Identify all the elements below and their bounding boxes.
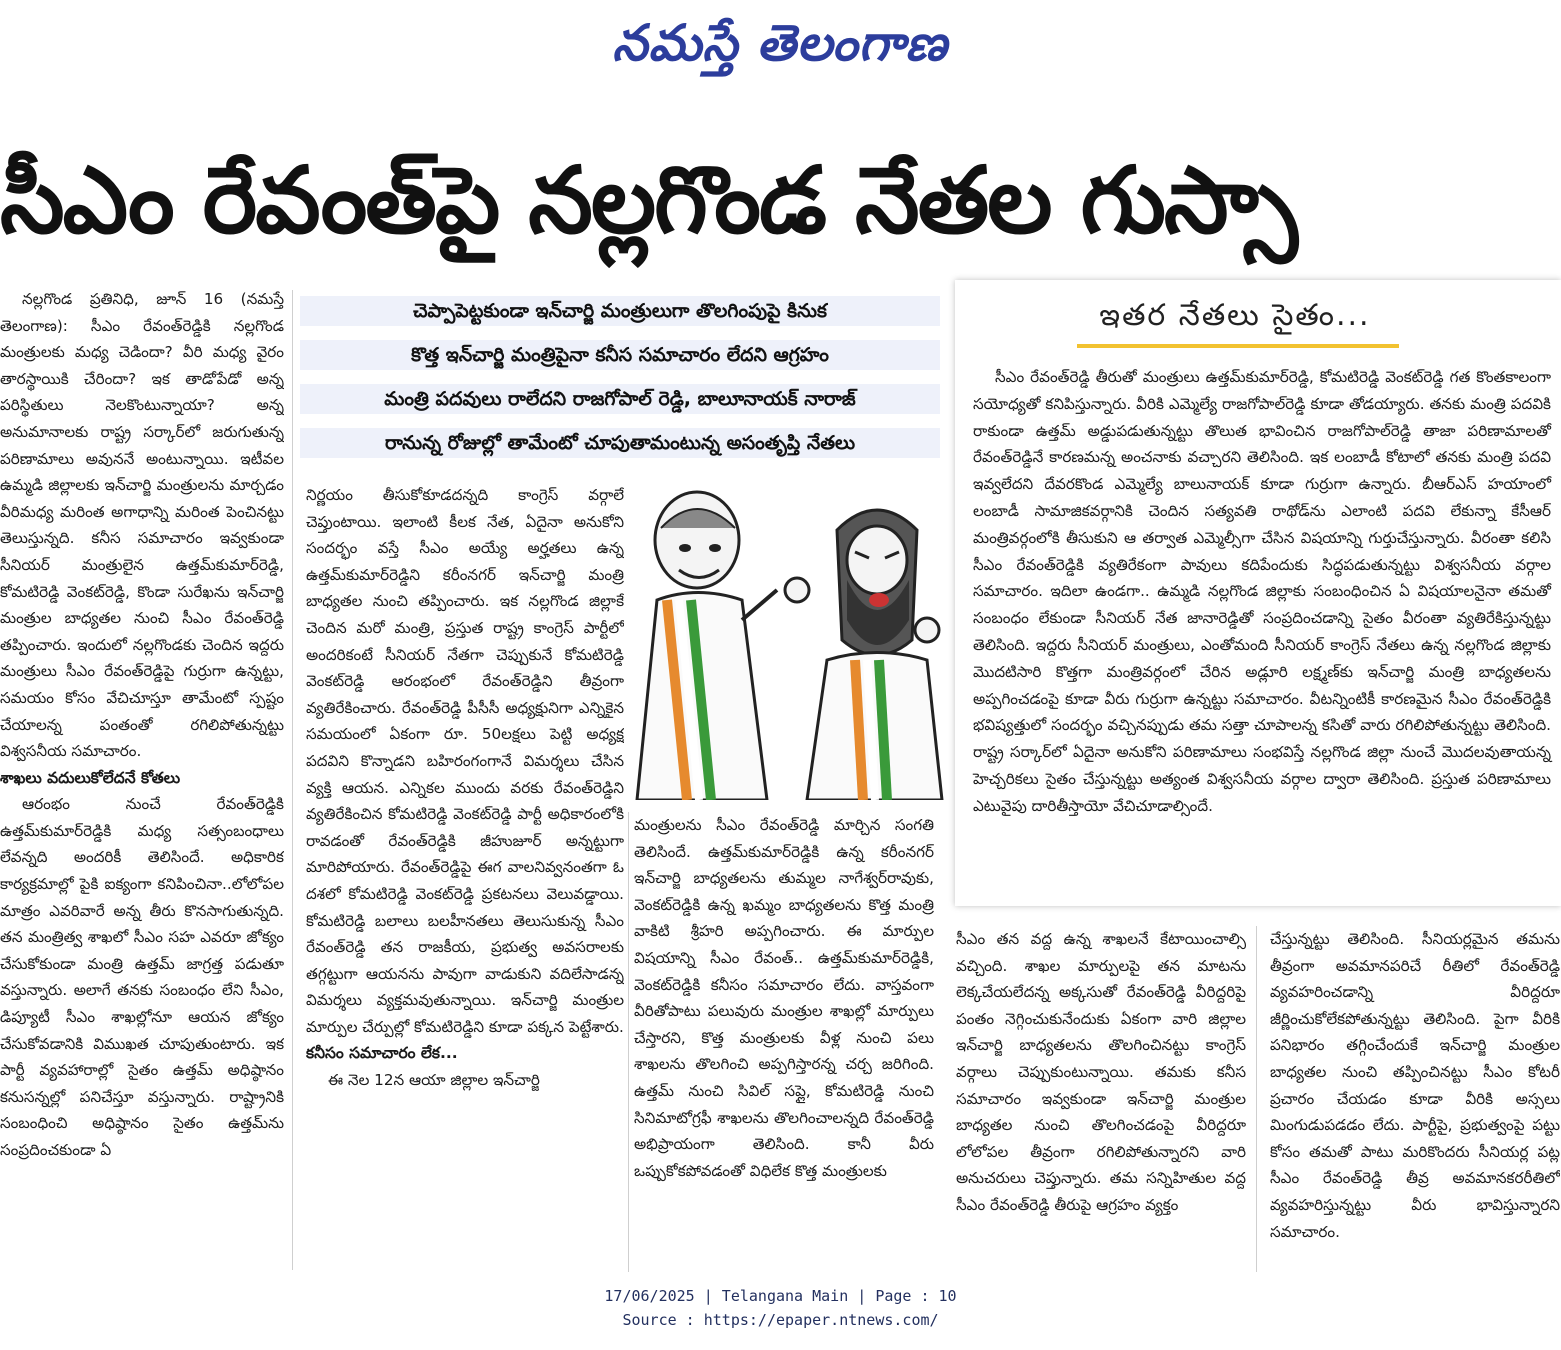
deck-line-2: కొత్త ఇన్‌చార్జి మంత్రిపైనా కనీస సమాచారం లేదని ఆగ్రహం [300, 340, 940, 370]
sidebar-title: ఇతర నేతలు సైతం... [1099, 298, 1371, 333]
column-divider [292, 290, 293, 1270]
article-column-2 [306, 482, 624, 1272]
deck-line-4: రానున్న రోజుల్లో తామేంటో చూపుతామంటున్న అసంతృప్తి నేతలు [300, 428, 940, 458]
sidebar-text: సీఎం రేవంత్‌రెడ్డి తీరుతో మంత్రులు ఉత్తమ్‌కుమార్‌రెడ్డి, కోమటిరెడ్డి వెంకట్‌రెడ్డి గత కొంతకాలంగా సయోధ్యతో కనిపిస్తున్నారు. వీరికి ఎమ్మెల్యే రాజగోపాల్‌రెడ్డి కూడా తోడయ్యారు. తనకు మంత్రి పదవికి రాకుండా ఉత్తమ్ అడ్డుపడుతున్నట్టు తొలుత భావించిన రాజగోపాల్‌రెడ్డి తాజా పరిణామాలతో రేవంత్‌రెడ్డినే కారణమన్న అంచనాకు వచ్చారని తెలిసింది. ఇక లంబాడీ కోటాలో తనకు మంత్రి పదవి ఇవ్వలేదని దేవరకొండ ఎమ్మెల్యే బాలునాయక్ కూడా గుర్రుగా ఉన్నారు. బీఆర్‌ఎస్ హయాంలో లంబాడీ సామాజికవర్గానికి చెందిన సత్యవతి రాథోడ్‌ను ఎలాంటి పదవి లేకున్నా కేసీఆర్ మంత్రివర్గంలోకి తీసుకుని ఆ తర్వాత ఎమ్మెల్సీగా చేసిన విషయాన్ని గుర్తుచేస్తున్నారు. వీరంతా కలిసి సీఎం రేవంత్‌రెడ్డికి వ్యతిరేకంగా పావులు కదిపేందుకు సిద్ధపడుతున్నట్టు విశ్వసనీయ వర్గాల సమాచారం. ఇదిలా ఉండగా.. ఉమ్మడి నల్లగొండ జిల్లాకు సంబంధించిన ఏ విషయాలనైనా తమతో సంబంధం లేకుండా సీనియర్ నేత జానారెడ్డితో సంప్రదించడాన్ని సైతం వీరంతా వ్యతిరేకిస్తున్నట్టు తెలిసింది. ఇద్దరు సీనియర్ మంత్రులు, ఎంతోమంది సీనియర్ కాంగ్రెస్ నేతలు ఉన్న నల్లగొండ జిల్లాకు మొదటిసారి కొత్తగా మంత్రివర్గంలో చేరిన అడ్లూరి లక్ష్మణ్‌కు ఇన్‌చార్జి మంత్రి బాధ్యతలను అప్పగించడంపై కూడా వీరు గుర్రుగా ఉన్నట్టు సమాచారం. వీటన్నింటికీ కారణమైన సీఎం రేవంత్‌రెడ్డికి భవిష్యత్తులో సందర్భం వచ్చినప్పుడు తమ సత్తా చూపాలన్న కసితో వారు రగిలిపోతున్నట్టు తెలిసింది. రాష్ట్ర సర్కార్‌లో ఏదైనా అనుకోని పరిణామాలు సంభవిస్తే నల్లగొండ జిల్లా నుంచే మొదలవుతాయన్న హెచ్చరికలు సైతం చేస్తున్నట్టు అత్యంత విశ్వసనీయ వర్గాల ద్వారా తెలిసింది. ప్రస్తుత పరిణామాలు ఎటువైపు దారితీస్తాయో వేచిచూడాల్సిందే. [973, 368, 1551, 815]
column1-subhead: శాఖలు వదులుకోలేదనే కోతలు [0, 768, 181, 787]
column2-para2: ఈ నెల 12న ఆయా జిల్లాల ఇన్‌చార్జి [328, 1071, 540, 1090]
article-column-5 [1270, 926, 1560, 1272]
article-column-3 [634, 812, 934, 1272]
deck-line-1: చెప్పాపెట్టకుండా ఇన్‌చార్జి మంత్రులుగా తొలగింపుపై కినుక [300, 296, 940, 326]
masthead-logo: నమస్తే తెలంగాణ [612, 14, 948, 72]
column1-para2: ఆరంభం నుంచే రేవంత్‌రెడ్డికి ఉత్తమ్‌కుమార్‌రెడ్డికి మధ్య సత్సంబంధాలు లేవన్నది అందరికీ తెలిసిందే. అధికారిక కార్యక్రమాల్లో పైకి ఐక్యంగా కనిపించినా..లోలోపల మాత్రం ఎవరివారే అన్న తీరు కొనసాగుతున్నది. తన మంత్రిత్వ శాఖలో సీఎం సహ ఎవరూ జోక్యం చేసుకోకుండా మంత్రి ఉత్తమ్ జాగ్రత్త పడుతూ వస్తున్నారు. అలాగే తనకు సంబంధం లేని సీఎం, డిప్యూటీ సీఎం శాఖల్లోనూ ఆయన జోక్యం చేసుకోవడానికి విముఖత చూపుతుంటారు. ఇక పార్టీ వ్యవహారాల్లో సైతం ఉత్తమ్ అధిష్ఠానం కనుసన్నల్లో పనిచేస్తూ వస్తున్నారు. రాష్ట్రానికి సంబంధించి అధిష్ఠానం సైతం ఉత్తమ్‌ను సంప్రదించకుండా ఏ [0, 795, 284, 1159]
column2-subhead: కనీసం సమాచారం లేక... [306, 1044, 458, 1063]
column-divider [1256, 926, 1257, 1272]
deck-line-3: మంత్రి పదవులు రాలేదని రాజగోపాల్ రెడ్డి, బాలూనాయక్ నారాజ్ [300, 384, 940, 414]
footer-source: Source : https://epaper.ntnews.com/ [622, 1311, 939, 1329]
headline: సీఎం రేవంత్‌పై నల్లగొండ నేతల గుస్సా [0, 147, 1296, 254]
article-column-1 [0, 286, 284, 1270]
column4-para1: సీఎం తన వద్ద ఉన్న శాఖలనే కేటాయించాల్సి వచ్చింది. శాఖల మార్పులపై తన మాటను లెక్కచేయలేదన్న అక్కసుతో రేవంత్‌రెడ్డి వీరిద్దరిపై పంతం నెగ్గించుకునేందుకు ఏకంగా వారి జిల్లాల ఇన్‌చార్జి బాధ్యతలను తొలగించినట్టు కాంగ్రెస్ వర్గాలు చెప్పుకుంటున్నాయి. తమకు కనీస సమాచారం ఇవ్వకుండా ఇన్‌చార్జి మంత్రుల బాధ్యతల నుంచి తొలగించడంపై వీరిద్దరూ లోలోపల తీవ్రంగా రగిలిపోతున్నారని వారి అనుచరులు చెప్తున్నారు. తమ సన్నిహితుల వద్ద సీఎం రేవంత్‌రెడ్డి తీరుపై ఆగ్రహం వ్యక్తం [956, 930, 1246, 1214]
column1-para1: నల్లగొండ ప్రతినిధి, జూన్ 16 (నమస్తే తెలంగాణ): సీఎం రేవంత్‌రెడ్డికి నల్లగొండ మంత్రులకు మధ్య చెడిందా? వీరి మధ్య వైరం తారస్థాయికి చేరిందా? ఇక తాడోపేడో అన్న పరిస్థితులు నెలకొంటున్నాయా? అన్న అనుమానాలకు రాష్ట్ర సర్కార్‌లో జరుగుతున్న పరిణామాలు అవుననే అంటున్నాయి. ఇటీవల ఉమ్మడి జిల్లాలకు ఇన్‌చార్జి మంత్రులను మార్చడం వీరిమధ్య మరింత అగాధాన్ని మరింత పెంచినట్టు తెలుస్తున్నది. కనీస సమాచారం ఇవ్వకుండా సీనియర్ మంత్రులైన ఉత్తమ్‌కుమార్‌రెడ్డి, కోమటిరెడ్డి వెంకట్‌రెడ్డి, కొండా సురేఖను ఇన్‌చార్జి మంత్రుల బాధ్యతల నుంచి సీఎం రేవంత్‌రెడ్డి తప్పించారు. ఇందులో నల్లగొండకు చెందిన ఇద్దరు మంత్రులు సీఎం రేవంత్‌రెడ్డిపై గుర్రుగా ఉన్నట్టు, సమయం కోసం వేచిచూస్తూ తామేంటో స్పష్టం చేయాలన్న పంతంతో రగిలిపోతున్నట్టు విశ్వసనీయ సమాచారం. [0, 290, 284, 761]
article-column-4 [956, 926, 1246, 1272]
footer-date-page: 17/06/2025 | Telangana Main | Page : 10 [604, 1287, 957, 1305]
sidebar-box [955, 280, 1561, 906]
deck-lines [300, 296, 940, 472]
column3-para1: మంత్రులను సీఎం రేవంత్‌రెడ్డి మార్చిన సంగతి తెలిసిందే. ఉత్తమ్‌కుమార్‌రెడ్డికి ఉన్న కరీంనగర్ ఇన్‌చార్జి బాధ్యతలను తుమ్మల నాగేశ్వర్‌రావుకు, వెంకట్‌రెడ్డికి ఉన్న ఖమ్మం బాధ్యతలను కొత్త మంత్రి వాకిటి శ్రీహరి అప్పగించారు. ఈ మార్పుల విషయాన్ని సీఎం రేవంత్.. ఉత్తమ్‌కుమార్‌రెడ్డికి, వెంకట్‌రెడ్డికి కనీసం సమాచారం లేదు. వాస్తవంగా వీరితోపాటు పలువురు మంత్రుల శాఖల్లో మార్పులు చేస్తారని, కొత్త మంత్రులకు వీళ్ల నుంచి పలు శాఖలను తొలగించి అప్పగిస్తారన్న చర్చ జరిగింది. ఉత్తమ్ నుంచి సివిల్ సప్లై, కోమటిరెడ్డి నుంచి సినిమాటోగ్రఫీ శాఖలను తొలగించాలన్నది రేవంత్‌రెడ్డి అభిప్రాయంగా తెలిసింది. కానీ వీరు ఒప్పుకోకపోవడంతో విధిలేక కొత్త మంత్రులకు [634, 816, 934, 1180]
page-footer [0, 1284, 1561, 1332]
column-divider [628, 812, 629, 1272]
column5-para1: చేస్తున్నట్టు తెలిసింది. సీనియర్లమైన తమను తీవ్రంగా అవమానపరిచే రీతిలో రేవంత్‌రెడ్డి వ్యవహరించడాన్ని వీరిద్దరూ జీర్ణించుకోలేకపోతున్నట్టు తెలిసింది. పైగా వీరికి పనిభారం తగ్గించేందుకే ఇన్‌చార్జి మంత్రుల బాధ్యతల నుంచి తప్పించినట్టు సీఎం కోటరీ ప్రచారం చేయడం కూడా వీరికి అస్సలు మింగుడుపడడం లేదు. పార్టీపై, ప్రభుత్వంపై పట్టు కోసం తమతో పాటు మరికొందరు సీనియర్ల పట్ల సీఎం రేవంత్‌రెడ్డి తీవ్ర అవమానకరరీతిలో వ్యవహరిస్తున్నట్టు వీరు భావిస్తున్నారని సమాచారం. [1270, 930, 1560, 1241]
sidebar-title-underline [1077, 344, 1399, 348]
column2-para1: నిర్ణయం తీసుకోకూడదన్నది కాంగ్రెస్ వర్గాలే చెప్తుంటాయి. ఇలాంటి కీలక నేత, ఏదైనా అనుకోని సందర్భం వస్తే సీఎం అయ్యే అర్హతలు ఉన్న ఉత్తమ్‌కుమార్‌రెడ్డిని కరీంనగర్ ఇన్‌చార్జి మంత్రి బాధ్యతల నుంచి తప్పించారు. ఇక నల్లగొండ జిల్లాకే చెందిన మరో మంత్రి, ప్రస్తుత రాష్ట్ర కాంగ్రెస్ పార్టీలో అందరికంటే సీనియర్ నేతగా చెప్పుకునే కోమటిరెడ్డి వెంకట్‌రెడ్డి ఆరంభంలో రేవంత్‌రెడ్డిని తీవ్రంగా వ్యతిరేకించారు. రేవంత్‌రెడ్డి పీసీసీ అధ్యక్షునిగా ఎన్నికైన సమయంలో ఏకంగా రూ. 50లక్షలు పెట్టి అధ్యక్ష పదవిని కొన్నాడని బహిరంగంగానే విమర్శలు చేసిన వ్యక్తి ఆయన. ఎన్నికల ముందు వరకు రేవంత్‌రెడ్డిని వ్యతిరేకించిన కోమటిరెడ్డి వెంకట్‌రెడ్డి పార్టీ అధికారంలోకి రావడంతో రేవంత్‌రెడ్డికి జీహుజూర్ అన్నట్టుగా మారిపోయారు. రేవంత్‌రెడ్డిపై ఈగ వాలనివ్వనంతగా ఓ దశలో కోమటిరెడ్డి వెంకట్‌రెడ్డి ప్రకటనలు వెలువడ్డాయి. కోమటిరెడ్డి బలాలు బలహీనతలు తెలుసుకున్న సీఎం రేవంత్‌రెడ్డి తన రాజకీయ, ప్రభుత్వ అవసరాలకు తగ్గట్టుగా ఆయనను పావుగా వాడుకుని వదిలేసాడన్న విమర్శలు వ్యక్తమవుతున్నాయి. ఇన్‌చార్జి మంత్రుల మార్పుల చేర్పుల్లో కోమటిరెడ్డిని కూడా పక్కన పెట్టేశారు. [306, 486, 624, 1036]
political-cartoon-image [627, 470, 947, 800]
